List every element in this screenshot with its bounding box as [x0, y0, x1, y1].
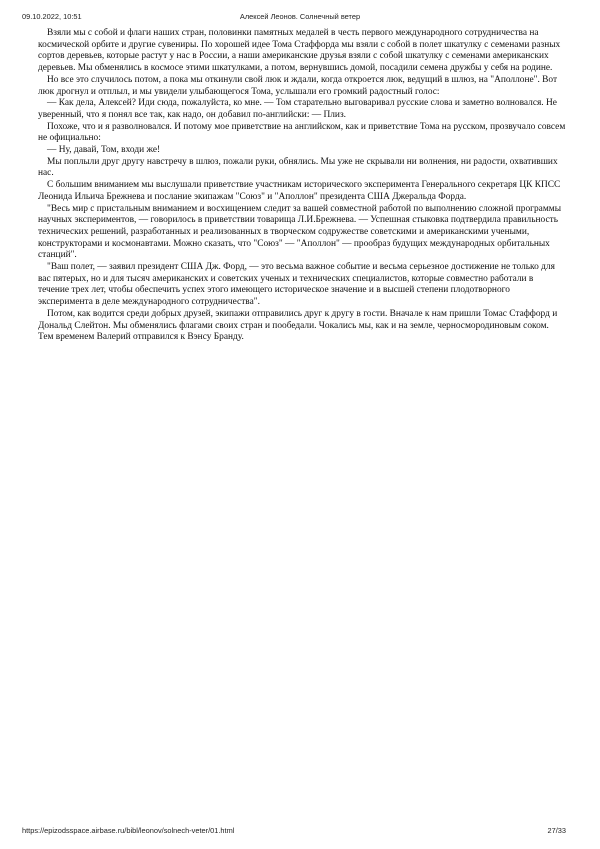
print-date: 09.10.2022, 10:51	[22, 12, 82, 21]
article-body	[38, 28, 566, 344]
paragraph: — Ну, давай, Том, входи же!	[47, 145, 161, 156]
page-number: 27/33	[547, 826, 566, 835]
paragraph: Мы поплыли друг другу навстречу в шлюз, пожали руки, обнялись. Мы уже не скрывали ни волнения, ни радости, охвативших нас.	[38, 156, 558, 179]
paragraph: "Весь мир с пристальным вниманием и восхищением следит за вашей совместной работой по выполнению сложной программы научных экспериментов, — говорилось в приветствии товарища Л.И.Брежнева. — Успешная стыковка подтвердила правильность технических решений, разработанных и реализованных в творческом содружестве советскими и американскими учеными, конструкторами и космонавтами. Можно сказать, что "Союз" — "Аполлон" — прообраз будущих международных орбитальных станций".	[38, 203, 561, 261]
paragraph: Взяли мы с собой и флаги наших стран, половинки памятных медалей в честь первого международного сотрудничества на космической орбите и другие сувениры. По хорошей идее Тома Стаффорда мы взяли с собой в полет шкатулку с семенами разных сортов деревьев, которые растут у нас в России, а наши американские друзья взяли с собой шкатулку с семенами американских деревьев. Мы обменялись в космосе этими шкатулками, а потом, вернувшись домой, посадили семена дружбы у себя на родине.	[38, 28, 561, 74]
document-title: Алексей Леонов. Солнечный ветер	[239, 12, 361, 21]
paragraph: "Ваш полет, — заявил президент США Дж. Форд, — это весьма важное событие и весьма серьезное достижение не только для вас пятерых, но и для тысяч американских и советских ученых и технических специалистов, которые совместно работали в течение трех лет, чтобы обеспечить успех этого имеющего историческое значение и в высшей степени плодотворного эксперимента в деле международного сотрудничества".	[38, 262, 555, 308]
paragraph: Потом, как водится среди добрых друзей, экипажи отправились друг к другу в гости. Вначале к нам пришли Томас Стаффорд и Дональд Слейтон. Мы обменялись флагами своих стран и пообедали. Чокались мы, как и на земле, черносмородиновым соком. Тем временем Валерий отправился к Вэнсу Бранду.	[38, 308, 558, 343]
paragraph: С большим вниманием мы выслушали приветствие участникам исторического эксперимента Генерального секретаря ЦК КПСС Леонида Ильича Брежнева и послание экипажам "Союз" и "Аполлон" президента США Джеральда Форда.	[38, 180, 561, 202]
print-header	[22, 12, 578, 24]
paragraph: Но все это случилось потом, а пока мы откинули свой люк и ждали, когда откроется люк, ведущий в шлюз, на "Аполлоне". Вот люк дрогнул и отплыл, и мы увидели улыбающегося Тома, услышали его громкий радостный голос:	[38, 74, 558, 97]
page-url: https://epizodsspace.airbase.ru/bibl/leonov/solnech-veter/01.html	[22, 826, 235, 835]
print-footer	[22, 826, 578, 838]
paragraph: — Как дела, Алексей? Иди сюда, пожалуйста, ко мне. — Том старательно выговаривал русские слова и заметно волновался. Не уверенный, что я понял все так, как надо, он добавил по-английски: — Плиз.	[38, 98, 557, 120]
paragraph: Похоже, что и я разволновался. И потому мое приветствие на английском, как и приветствие Тома на русском, прозвучало совсем не официально:	[38, 121, 566, 144]
